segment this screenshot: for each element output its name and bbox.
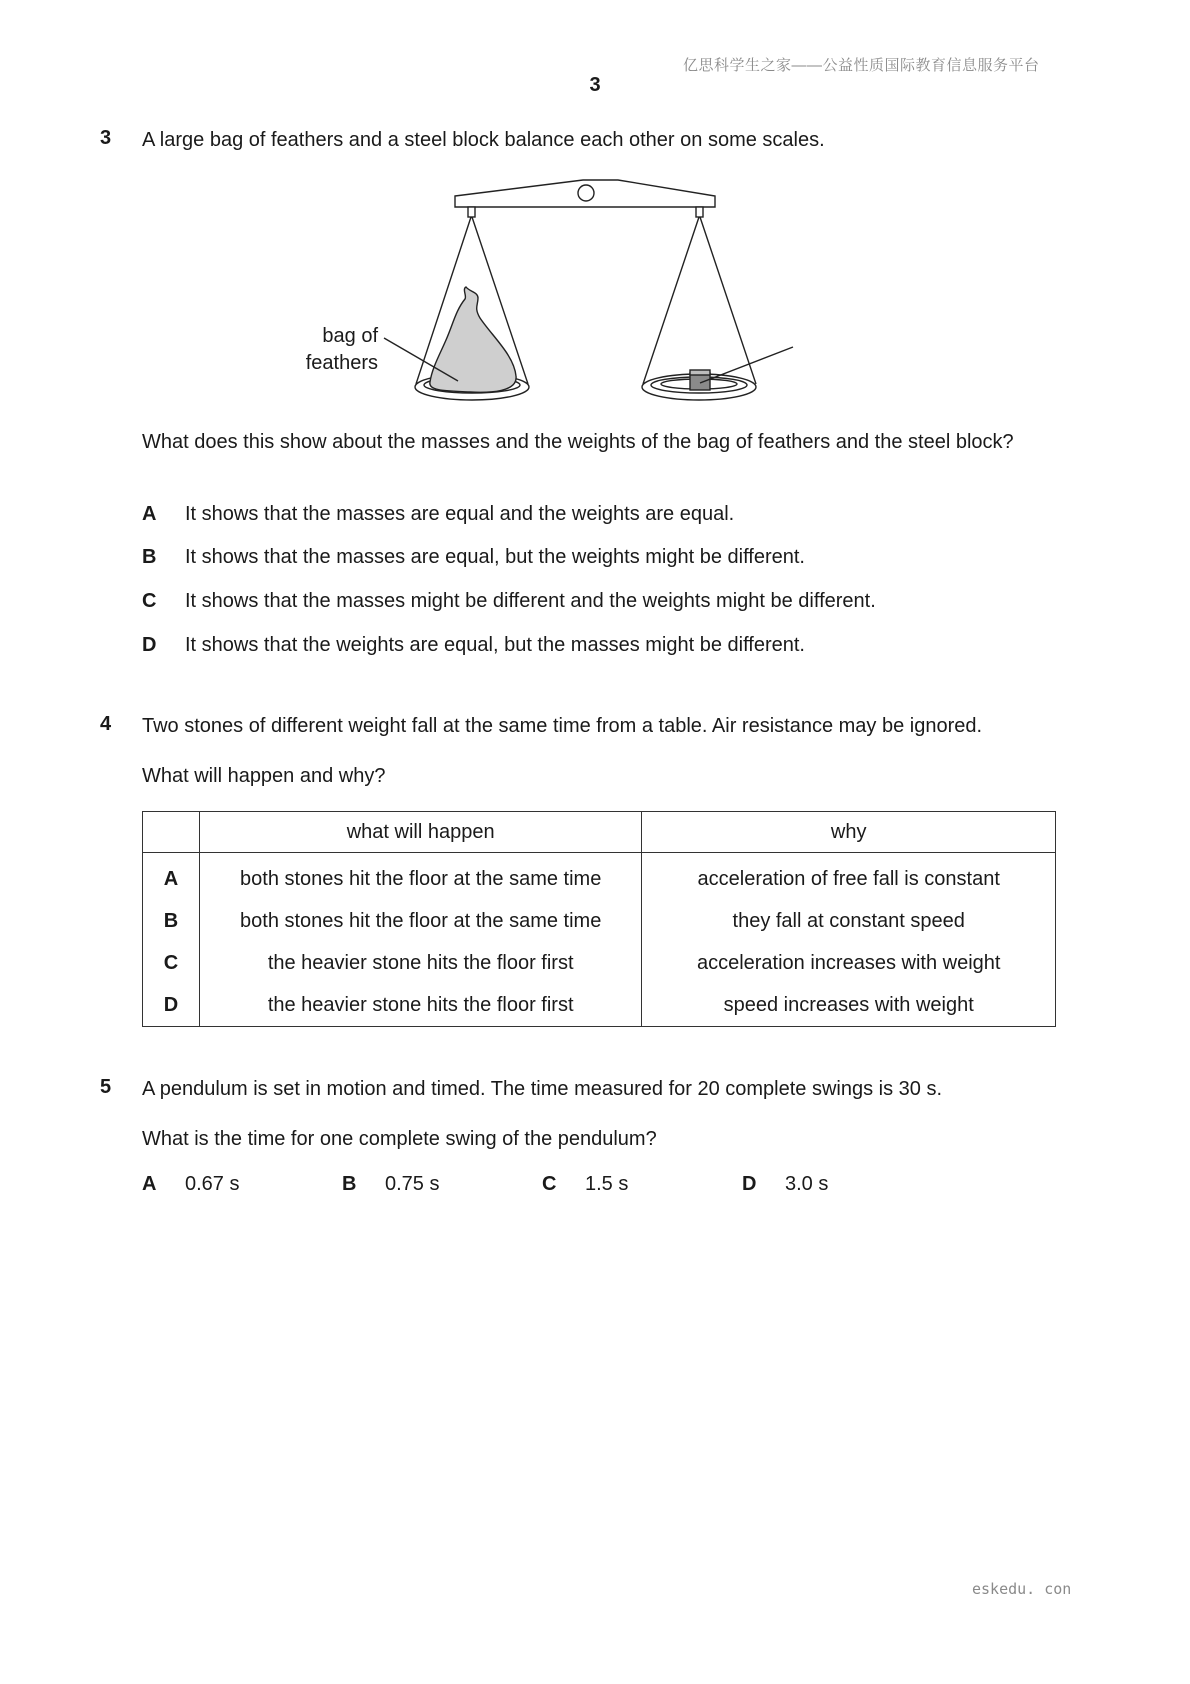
table-row xyxy=(143,943,1056,985)
question-3-prompt: What does this show about the masses and the weights of the bag of feathers and the steel block? xyxy=(142,431,1014,453)
question-5-stem: A pendulum is set in motion and timed. The time measured for 20 complete swings is 30 s. xyxy=(142,1078,943,1100)
diagram-label-bag: bag of feathers xyxy=(305,325,378,374)
scales-diagram xyxy=(0,0,1190,420)
q3-option-c-text: It shows that the masses might be different and the weights might be different. xyxy=(185,590,876,612)
scale-pivot xyxy=(578,185,594,201)
q5-option-c-letter: C xyxy=(542,1173,557,1195)
question-5-prompt: What is the time for one complete swing of the pendulum? xyxy=(142,1128,657,1150)
page-number: 3 xyxy=(589,74,601,96)
table-row xyxy=(143,985,1056,1027)
table-header-happen: what will happen xyxy=(199,812,641,853)
question-5-number: 5 xyxy=(100,1076,112,1098)
q3-option-b-letter: B xyxy=(142,546,157,568)
question-3-stem: A large bag of feathers and a steel block balance each other on some scales. xyxy=(142,129,825,151)
row-happen: both stones hit the floor at the same time xyxy=(199,901,641,943)
q5-option-d-text: 3.0 s xyxy=(785,1173,829,1195)
q3-option-a-text: It shows that the masses are equal and the weights are equal. xyxy=(185,503,735,525)
q3-option-a-letter: A xyxy=(142,503,157,525)
header-watermark: 亿思科学生之家——公益性质国际教育信息服务平台 xyxy=(683,57,1040,74)
table-header-row xyxy=(143,812,1056,853)
row-letter: D xyxy=(143,985,200,1027)
row-why: speed increases with weight xyxy=(642,985,1056,1027)
row-happen: the heavier stone hits the floor first xyxy=(199,985,641,1027)
row-happen: both stones hit the floor at the same time xyxy=(199,853,641,901)
row-letter: C xyxy=(143,943,200,985)
q3-option-c-letter: C xyxy=(142,590,157,612)
question-4-stem: Two stones of different weight fall at the same time from a table. Air resistance may be ignored. xyxy=(142,715,983,737)
q5-option-b-letter: B xyxy=(342,1173,357,1195)
row-letter: B xyxy=(143,901,200,943)
row-why: acceleration increases with weight xyxy=(642,943,1056,985)
row-letter: A xyxy=(143,853,200,901)
question-3-number: 3 xyxy=(100,127,112,149)
table-header-why: why xyxy=(642,812,1056,853)
q5-option-b-text: 0.75 s xyxy=(385,1173,440,1195)
row-why: they fall at constant speed xyxy=(642,901,1056,943)
left-hanger xyxy=(468,207,475,217)
row-why: acceleration of free fall is constant xyxy=(642,853,1056,901)
q5-option-a-letter: A xyxy=(142,1173,157,1195)
table-row xyxy=(143,853,1056,901)
right-string-2 xyxy=(700,217,756,384)
q3-option-d-letter: D xyxy=(142,634,157,656)
block-label-leader xyxy=(700,347,793,383)
question-4-prompt: What will happen and why? xyxy=(142,765,386,787)
right-hanger xyxy=(696,207,703,217)
q3-option-b-text: It shows that the masses are equal, but the weights might be different. xyxy=(185,546,805,568)
footer-watermark: eskedu. con xyxy=(972,1580,1072,1598)
answer-table xyxy=(142,811,1056,1027)
q3-option-d-text: It shows that the weights are equal, but the masses might be different. xyxy=(185,634,805,656)
q5-option-d-letter: D xyxy=(742,1173,757,1195)
q5-option-a-text: 0.67 s xyxy=(185,1173,240,1195)
q5-option-c-text: 1.5 s xyxy=(585,1173,629,1195)
right-string-1 xyxy=(643,217,699,384)
question-4-number: 4 xyxy=(100,713,112,735)
table-header-blank xyxy=(143,812,200,853)
row-happen: the heavier stone hits the floor first xyxy=(199,943,641,985)
table-row xyxy=(143,901,1056,943)
